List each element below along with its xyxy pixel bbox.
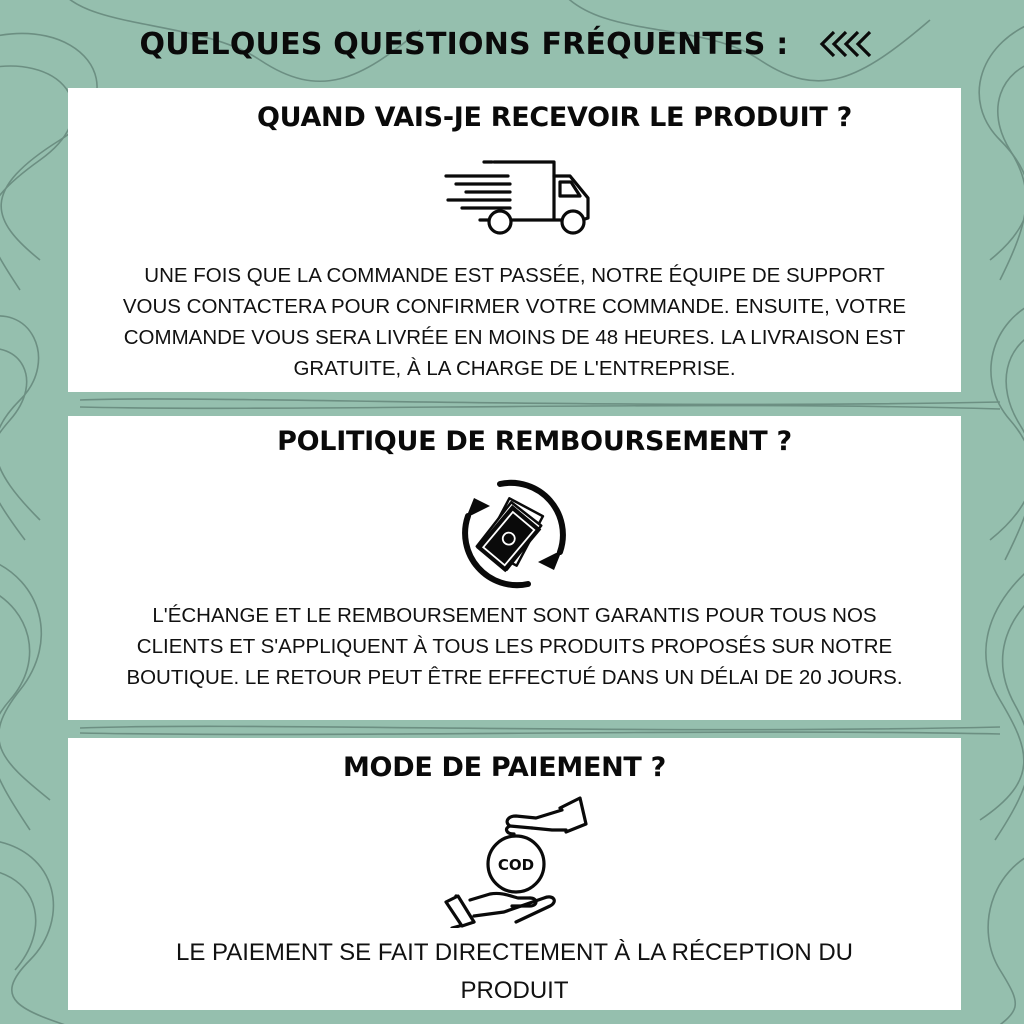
answer-line: CLIENTS ET S'APPLIQUENT À TOUS LES PRODUITS PROPOSÉS SUR NOTRE bbox=[136, 635, 893, 658]
faq-answer-refund bbox=[68, 600, 961, 693]
chevrons-left-icon bbox=[818, 26, 884, 62]
faq-card-payment bbox=[68, 738, 961, 1010]
header bbox=[0, 20, 1024, 68]
page-title: QUELQUES QUESTIONS FRÉQUENTES : bbox=[139, 26, 789, 62]
faq-card-refund bbox=[68, 416, 961, 720]
faq-answer-payment bbox=[68, 934, 961, 1010]
faq-answer-delivery bbox=[68, 260, 961, 384]
faq-card-delivery bbox=[68, 88, 961, 392]
answer-line: PRODUIT bbox=[460, 977, 569, 1004]
delivery-truck-icon bbox=[444, 156, 594, 240]
answer-line: UNE FOIS QUE LA COMMANDE EST PASSÉE, NOTRE ÉQUIPE DE SUPPORT bbox=[144, 264, 885, 287]
answer-line: VOUS CONTACTERA POUR CONFIRMER VOTRE COMMANDE. ENSUITE, VOTRE bbox=[122, 295, 907, 318]
answer-line: COMMANDE VOUS SERA LIVRÉE EN MOINS DE 48 HEURES. LA LIVRAISON EST bbox=[123, 326, 906, 349]
answer-line: BOUTIQUE. LE RETOUR PEUT ÊTRE EFFECTUÉ DANS UN DÉLAI DE 20 JOURS. bbox=[126, 666, 903, 689]
answer-line: LE PAIEMENT SE FAIT DIRECTEMENT À LA RÉCEPTION DU bbox=[175, 939, 854, 966]
money-refund-icon bbox=[456, 478, 572, 590]
answer-line: GRATUITE, À LA CHARGE DE L'ENTREPRISE. bbox=[293, 357, 736, 380]
cod-label: COD bbox=[497, 856, 535, 874]
faq-question-payment: MODE DE PAIEMENT ? bbox=[342, 752, 667, 783]
faq-question-delivery: QUAND VAIS-JE RECEVOIR LE PRODUIT ? bbox=[257, 102, 852, 133]
answer-line: L'ÉCHANGE ET LE REMBOURSEMENT SONT GARANTIS POUR TOUS NOS bbox=[152, 604, 877, 627]
faq-question-refund: POLITIQUE DE REMBOURSEMENT ? bbox=[277, 426, 792, 457]
cash-on-delivery-icon bbox=[444, 794, 590, 928]
